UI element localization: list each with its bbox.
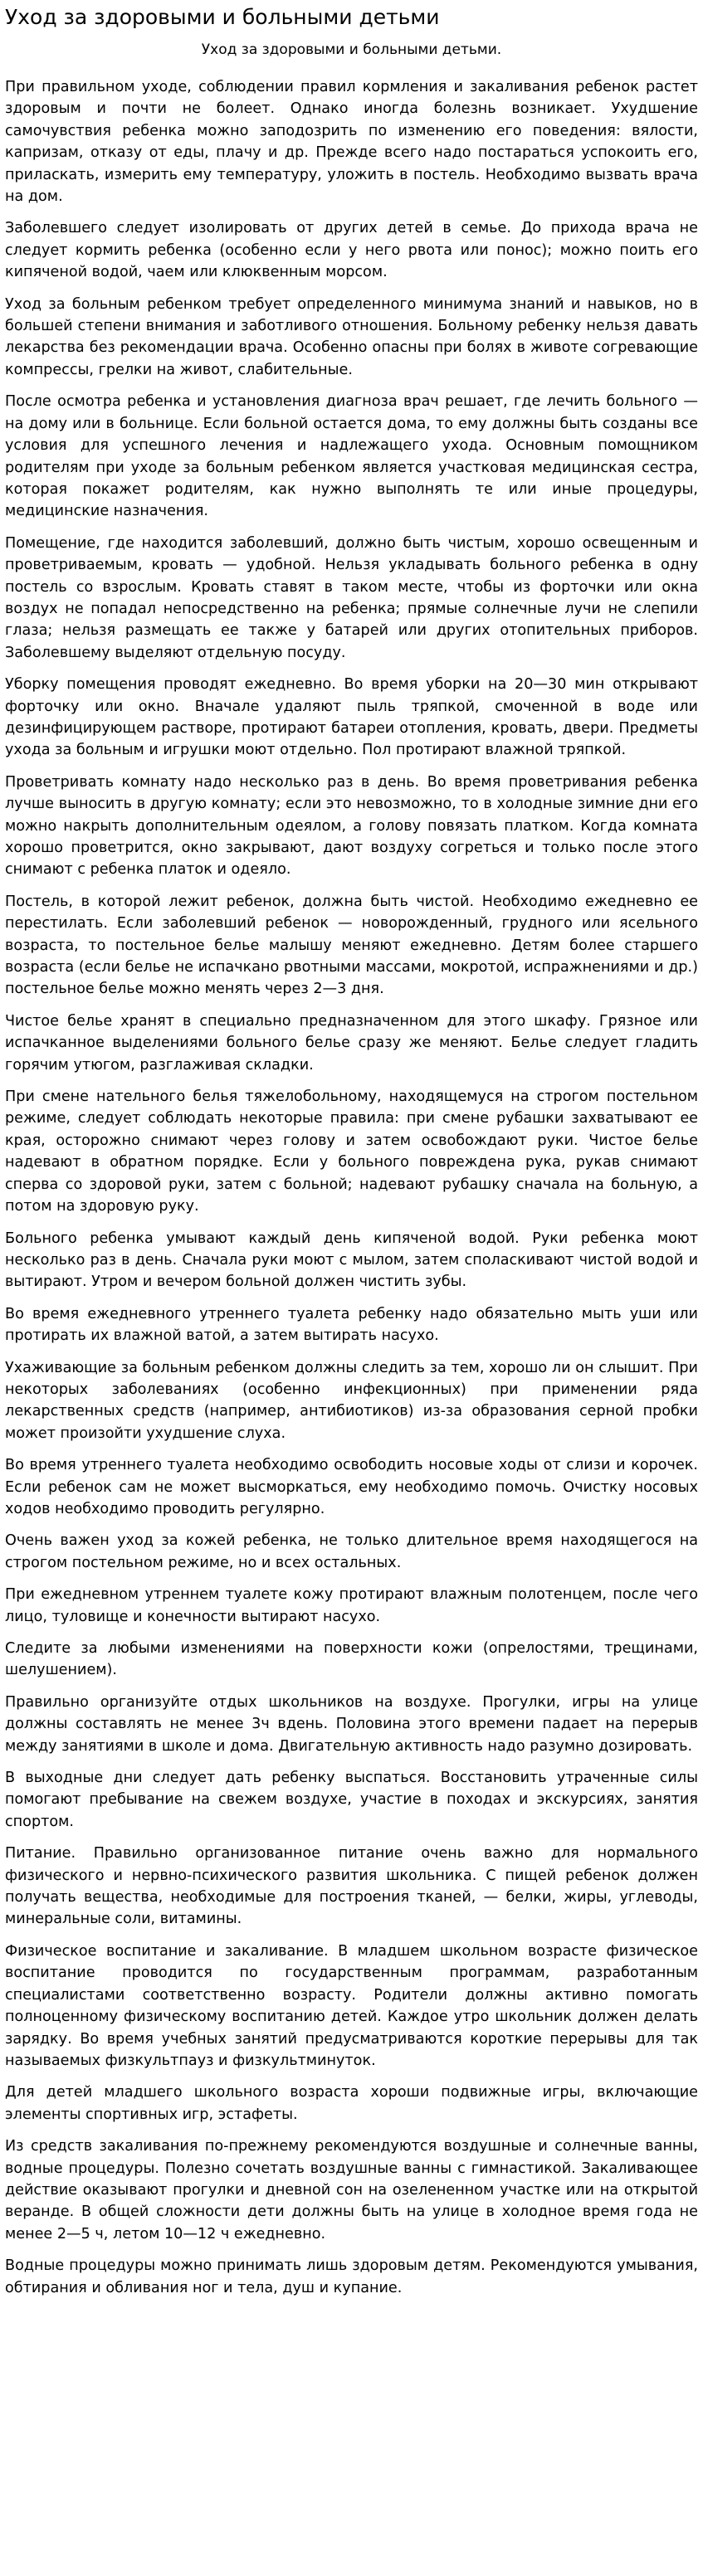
paragraph: После осмотра ребенка и установления диагноза врач решает, где лечить больного — на дому или в больнице. Если больной остается дома, то ему должны быть созданы все условия для успешного лечения и надлежащего ухода. Основным помощником родителям при уходе за больным ребенком является участковая медицинская сестра, которая покажет родителям, как нужно выполнять те или иные процедуры, медицинские назначения. [5,393,698,520]
paragraph: При ежедневном утреннем туалете кожу протирают влажным полотенцем, после чего лицо, туловище и конечности вытирают насухо. [5,1586,698,1625]
paragraph: Помещение, где находится заболевший, должно быть чистым, хорошо освещенным и проветриваемым, кровать — удобной. Нельзя укладывать больного ребенка в одну постель со взрослым. Кровать ставят в таком месте, чтобы из форточки или окна воздух не попадал непосредственно на ребенка; прямые солнечные лучи не слепили глаза; нельзя размещать ее также у батарей или других отопительных приборов. Заболевшему выделяют отдельную посуду. [5,534,698,661]
paragraph: Правильно организуйте отдых школьников на воздухе. Прогулки, игры на улице должны составлять не менее 3ч вдень. Половина этого времени падает на перерыв между занятиями в школе и дома. Двигательную активность надо разумно дозировать. [5,1693,698,1755]
paragraph: Питание. Правильно организованное питание очень важно для нормального физического и нервно-психического развития школьника. С пищей ребенок должен получать вещества, необходимые для построения тканей, — белки, жиры, углеводы, минеральные соли, витамины. [5,1845,698,1928]
paragraph: Уборку помещения проводят ежедневно. Во время уборки на 20—30 мин открывают форточку или окно. Вначале удаляют пыль тряпкой, смоченной в воде или дезинфицирующем растворе, протирают батареи отопления, кровать, двери. Предметы ухода за больным и игрушки моют отдельно. Пол протирают влажной тряпкой. [5,676,698,759]
paragraph: Заболевшего следует изолировать от других детей в семье. До прихода врача не следует кормить ребенка (особенно если у него рвота или понос); можно поить его кипяченой водой, чаем или клюквенным морсом. [5,220,698,281]
paragraph: Следите за любыми изменениями на поверхности кожи (опрелостями, трещинами, шелушением). [5,1640,698,1679]
paragraph: Уход за больным ребенком требует определенного минимума знаний и навыков, но в большей степени внимания и заботливого отношения. Больному ребенку нельзя давать лекарства без рекомендации врача. Особенно опасны при болях в животе согревающие компрессы, грелки на живот, слабительные. [5,295,698,378]
article-subtitle: Уход за здоровыми и больными детьми. [201,41,502,58]
paragraph: Ухаживающие за больным ребенком должны следить за тем, хорошо ли он слышит. При некоторых заболеваниях (особенно инфекционных) при применении ряда лекарственных средств (например, антибиотиков) из-за образования серной пробки может произойти ухудшение слуха. [5,1359,698,1442]
paragraph: Больного ребенка умывают каждый день кипяченой водой. Руки ребенка моют несколько раз в день. Сначала руки моют с мылом, затем споласкивают чистой водой и вытирают. Утром и вечером больной должен чистить зубы. [5,1230,698,1291]
paragraph: При смене нательного белья тяжелобольному, находящемуся на строгом постельном режиме, следует соблюдать некоторые правила: при смене рубашки захватывают ее края, осторожно снимают через голову и затем освобождают руки. Чистое белье надевают в обратном порядке. Если у больного повреждена рука, рукав снимают сперва со здоровой руки, затем с больной; надевают рубашку сначала на больную, а потом на здоровую руку. [5,1088,698,1215]
paragraph: Постель, в которой лежит ребенок, должна быть чистой. Необходимо ежедневно ее перестилать. Если заболевший ребенок — новорожденный, грудного или ясельного возраста, то постельное белье малышу меняют ежедневно. Детям более старшего возраста (если белье не испачкано рвотными массами, мокротой, испражнениями и др.) постельное белье можно менять через 2—3 дня. [5,893,698,998]
paragraph: В выходные дни следует дать ребенку выспаться. Восстановить утраченные силы помогают пребывание на свежем воздухе, участие в походах и экскурсиях, занятия спортом. [5,1770,698,1830]
paragraph: Во время утреннего туалета необходимо освободить носовые ходы от слизи и корочек. Если ребенок сам не может высморкаться, ему необходимо помочь. Очистку носовых ходов необходимо проводить регулярно. [5,1457,698,1517]
article-body [5,76,698,2299]
paragraph: Для детей младшего школьного возраста хороши подвижные игры, включающие элементы спортивных игр, эстафеты. [5,2084,698,2123]
paragraph: При правильном уходе, соблюдении правил кормления и закаливания ребенок растет здоровым и почти не болеет. Однако иногда болезнь возникает. Ухудшение самочувствия ребенка можно заподозрить по изменению его поведения: вялости, капризам, отказу от еды, плачу и др. Прежде всего надо постараться успокоить его, приласкать, измерить ему температуру, уложить в постель. Необходимо вызвать врача на дом. [5,79,698,206]
paragraph: Чистое белье хранят в специально предназначенном для этого шкафу. Грязное или испачканное выделениями больного белье сразу же меняют. Белье следует гладить горячим утюгом, разглаживая складки. [5,1012,698,1074]
paragraph: Из средств закаливания по-прежнему рекомендуются воздушные и солнечные ванны, водные процедуры. Полезно сочетать воздушные ванны с гимнастикой. Закаливающее действие оказывают прогулки и дневной сон на озелененном участке или на открытой веранде. В общей сложности дети должны быть на улице в холодное время года не менее 2—5 ч, летом 10—12 ч ежедневно. [5,2138,698,2242]
paragraph: Физическое воспитание и закаливание. В младшем школьном возрасте физическое воспитание проводится по государственным программам, разработанным специалистами соответственно возрасту. Родители должны активно помогать полноценному физическому воспитанию детей. Каждое утро школьник должен делать зарядку. Во время учебных занятий предусматриваются короткие перерывы для так называемых физкультпауз и физкультминуток. [5,1942,698,2069]
page-title: Уход за здоровыми и больными детьми [5,5,440,29]
paragraph: Проветривать комнату надо несколько раз в день. Во время проветривания ребенка лучше выносить в другую комнату; если это невозможно, то в холодные зимние дни его можно накрыть дополнительным одеялом, а голову повязать платком. Когда комната хорошо проветрится, окно закрывают, дают воздуху согреться и только после этого снимают с ребенка платок и одеяло. [5,773,698,879]
paragraph: Во время ежедневного утреннего туалета ребенку надо обязательно мыть уши или протирать их влажной ватой, а затем вытирать насухо. [5,1305,698,1345]
paragraph: Очень важен уход за кожей ребенка, не только длительное время находящегося на строгом постельном режиме, но и всех остальных. [5,1532,698,1571]
paragraph: Водные процедуры можно принимать лишь здоровым детям. Рекомендуются умывания, обтирания и обливания ног и тела, душ и купание. [5,2257,698,2296]
